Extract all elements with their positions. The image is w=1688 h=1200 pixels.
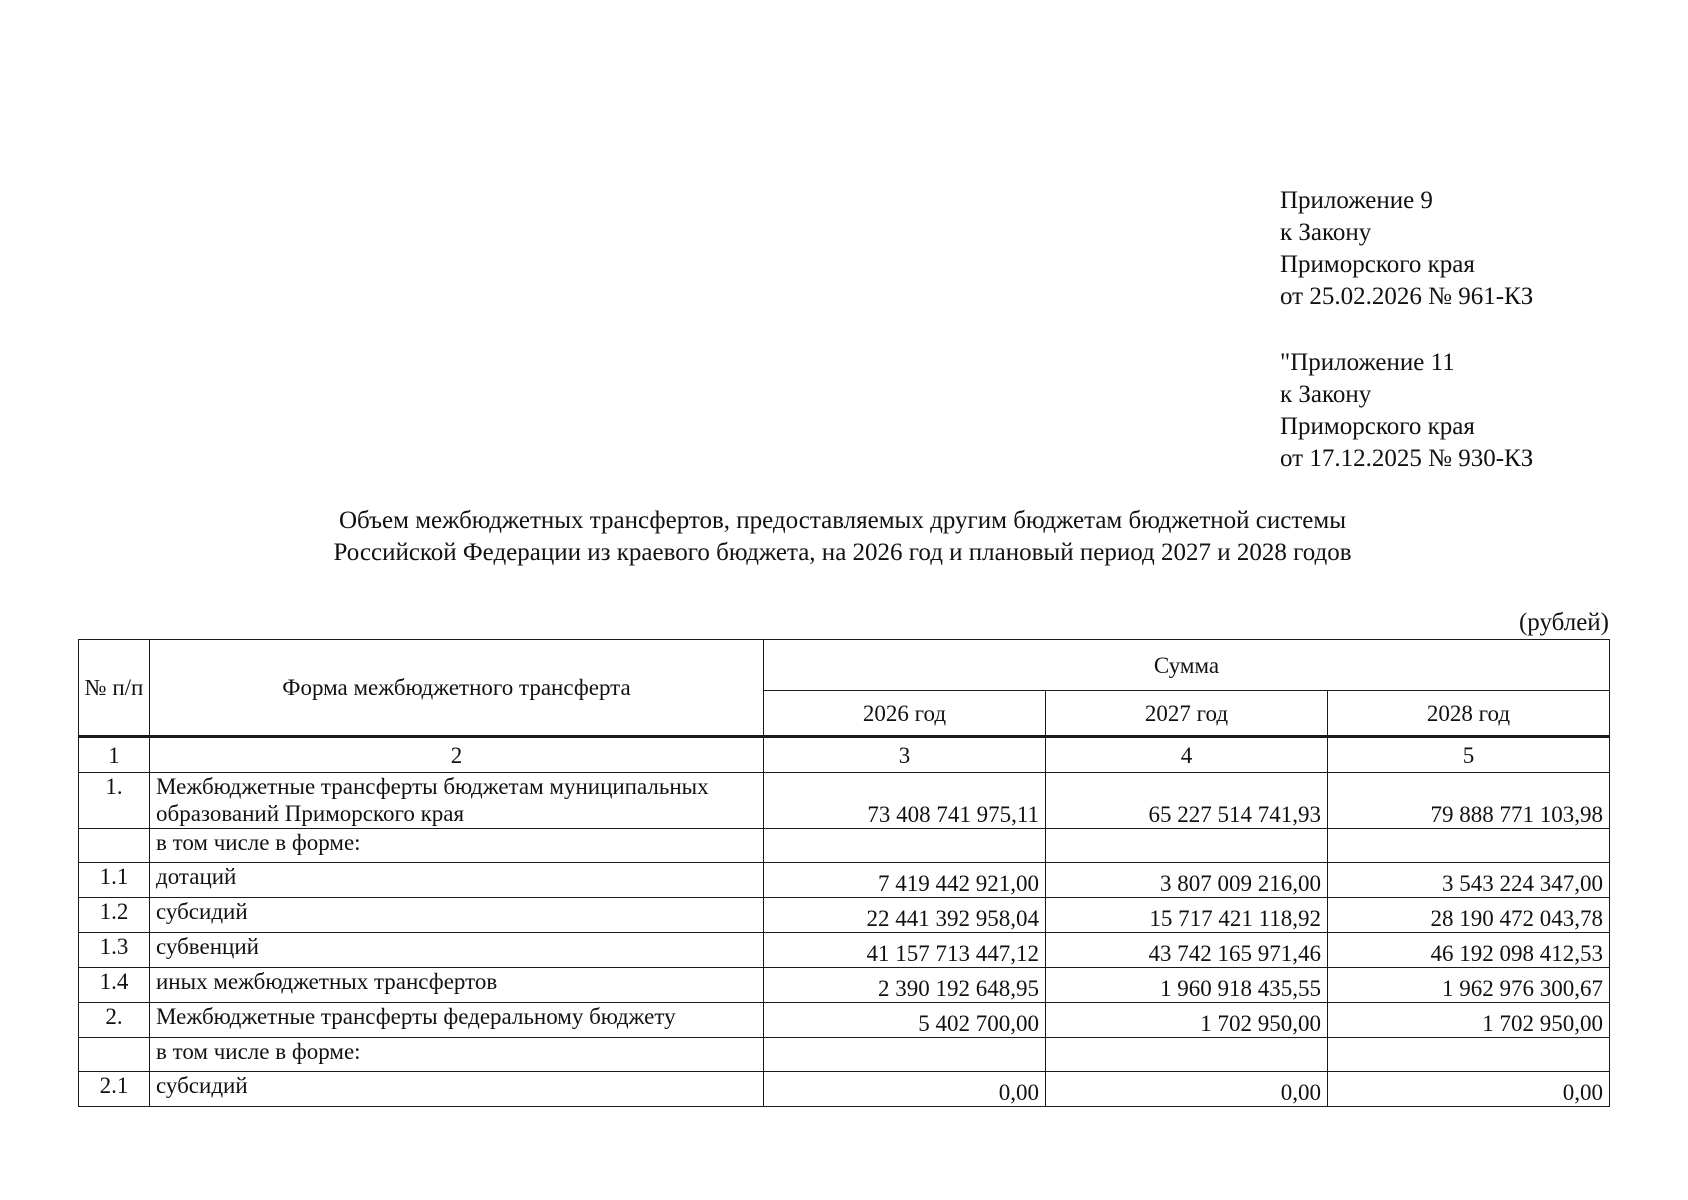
header-year-2026: 2026 год [764,691,1046,737]
header-year-2028: 2028 год [1328,691,1610,737]
row-label-line: образований Приморского края [156,801,465,826]
row-label-line: Межбюджетные трансферты бюджетам муниципальных [156,774,709,799]
amount-2027 [1046,1038,1328,1072]
annex-line: от 17.12.2025 № 930-КЗ [1280,445,1534,472]
column-number: 5 [1328,737,1610,773]
table-row [79,933,1610,968]
amount-2027: 0,00 [1046,1072,1328,1107]
row-num: 1.4 [79,968,150,1003]
row-num: 1.2 [79,898,150,933]
amount-2027: 43 742 165 971,46 [1046,933,1328,968]
table-row [79,898,1610,933]
amount-2027: 1 960 918 435,55 [1046,968,1328,1003]
amount-2028 [1328,1038,1610,1072]
table-row [79,773,1610,829]
row-label [150,773,764,829]
table-row [79,829,1610,863]
row-num [79,1038,150,1072]
row-label: субсидий [150,898,764,933]
header-num: № п/п [79,640,150,737]
amount-2028: 79 888 771 103,98 [1328,773,1610,829]
amount-2028: 46 192 098 412,53 [1328,933,1610,968]
document-title [120,505,1565,569]
amount-2028: 3 543 224 347,00 [1328,863,1610,898]
amount-2026 [764,829,1046,863]
amount-2028 [1328,829,1610,863]
header-year-2027: 2027 год [1046,691,1328,737]
column-number: 4 [1046,737,1328,773]
amount-2026: 5 402 700,00 [764,1003,1046,1038]
amount-2027 [1046,829,1328,863]
row-label: дотаций [150,863,764,898]
row-label: в том числе в форме: [150,1038,764,1072]
amount-2027: 65 227 514 741,93 [1046,773,1328,829]
row-num: 2. [79,1003,150,1038]
amount-2028: 0,00 [1328,1072,1610,1107]
row-label: иных межбюджетных трансфертов [150,968,764,1003]
amount-2026: 41 157 713 447,12 [764,933,1046,968]
amount-2026 [764,1038,1046,1072]
table-row [79,863,1610,898]
row-num: 1.1 [79,863,150,898]
annex-line: Приморского края [1280,251,1475,278]
row-num: 1. [79,773,150,829]
amount-2026: 7 419 442 921,00 [764,863,1046,898]
annex-line: "Приложение 11 [1280,349,1455,376]
table-row [79,1003,1610,1038]
amount-2027: 3 807 009 216,00 [1046,863,1328,898]
title-line: Объем межбюджетных трансфертов, предоставляемых другим бюджетам бюджетной системы [338,507,1347,534]
table-row [79,1038,1610,1072]
table-row [79,968,1610,1003]
amount-2026: 22 441 392 958,04 [764,898,1046,933]
annex-line: к Закону [1280,219,1372,246]
table-row [79,1072,1610,1107]
units-label: (рублей) [1518,609,1609,636]
annex-line: Приморского края [1280,413,1475,440]
header-sum: Сумма [764,640,1610,691]
annex-line: к Закону [1280,381,1372,408]
amount-2028: 28 190 472 043,78 [1328,898,1610,933]
row-label: субсидий [150,1072,764,1107]
annex-reference-current [1280,185,1533,313]
amount-2026: 0,00 [764,1072,1046,1107]
title-line: Российской Федерации из краевого бюджета, на 2026 год и плановый период 2027 и 2028 годов [333,539,1352,566]
column-numbers-row [79,737,1610,773]
annex-reference-amended [1280,347,1533,475]
column-number: 1 [79,737,150,773]
annex-line: Приложение 9 [1280,187,1433,214]
row-label: Межбюджетные трансферты федеральному бюджету [150,1003,764,1038]
amount-2028: 1 962 976 300,67 [1328,968,1610,1003]
row-num [79,829,150,863]
amount-2027: 1 702 950,00 [1046,1003,1328,1038]
transfers-table [78,639,1610,1107]
column-number: 3 [764,737,1046,773]
row-num: 1.3 [79,933,150,968]
header-form: Форма межбюджетного трансферта [150,640,764,737]
column-number: 2 [150,737,764,773]
row-label: в том числе в форме: [150,829,764,863]
amount-2026: 73 408 741 975,11 [764,773,1046,829]
amount-2026: 2 390 192 648,95 [764,968,1046,1003]
amount-2028: 1 702 950,00 [1328,1003,1610,1038]
amount-2027: 15 717 421 118,92 [1046,898,1328,933]
header-row [79,640,1610,691]
row-label: субвенций [150,933,764,968]
row-num: 2.1 [79,1072,150,1107]
annex-line: от 25.02.2026 № 961-КЗ [1280,283,1534,310]
